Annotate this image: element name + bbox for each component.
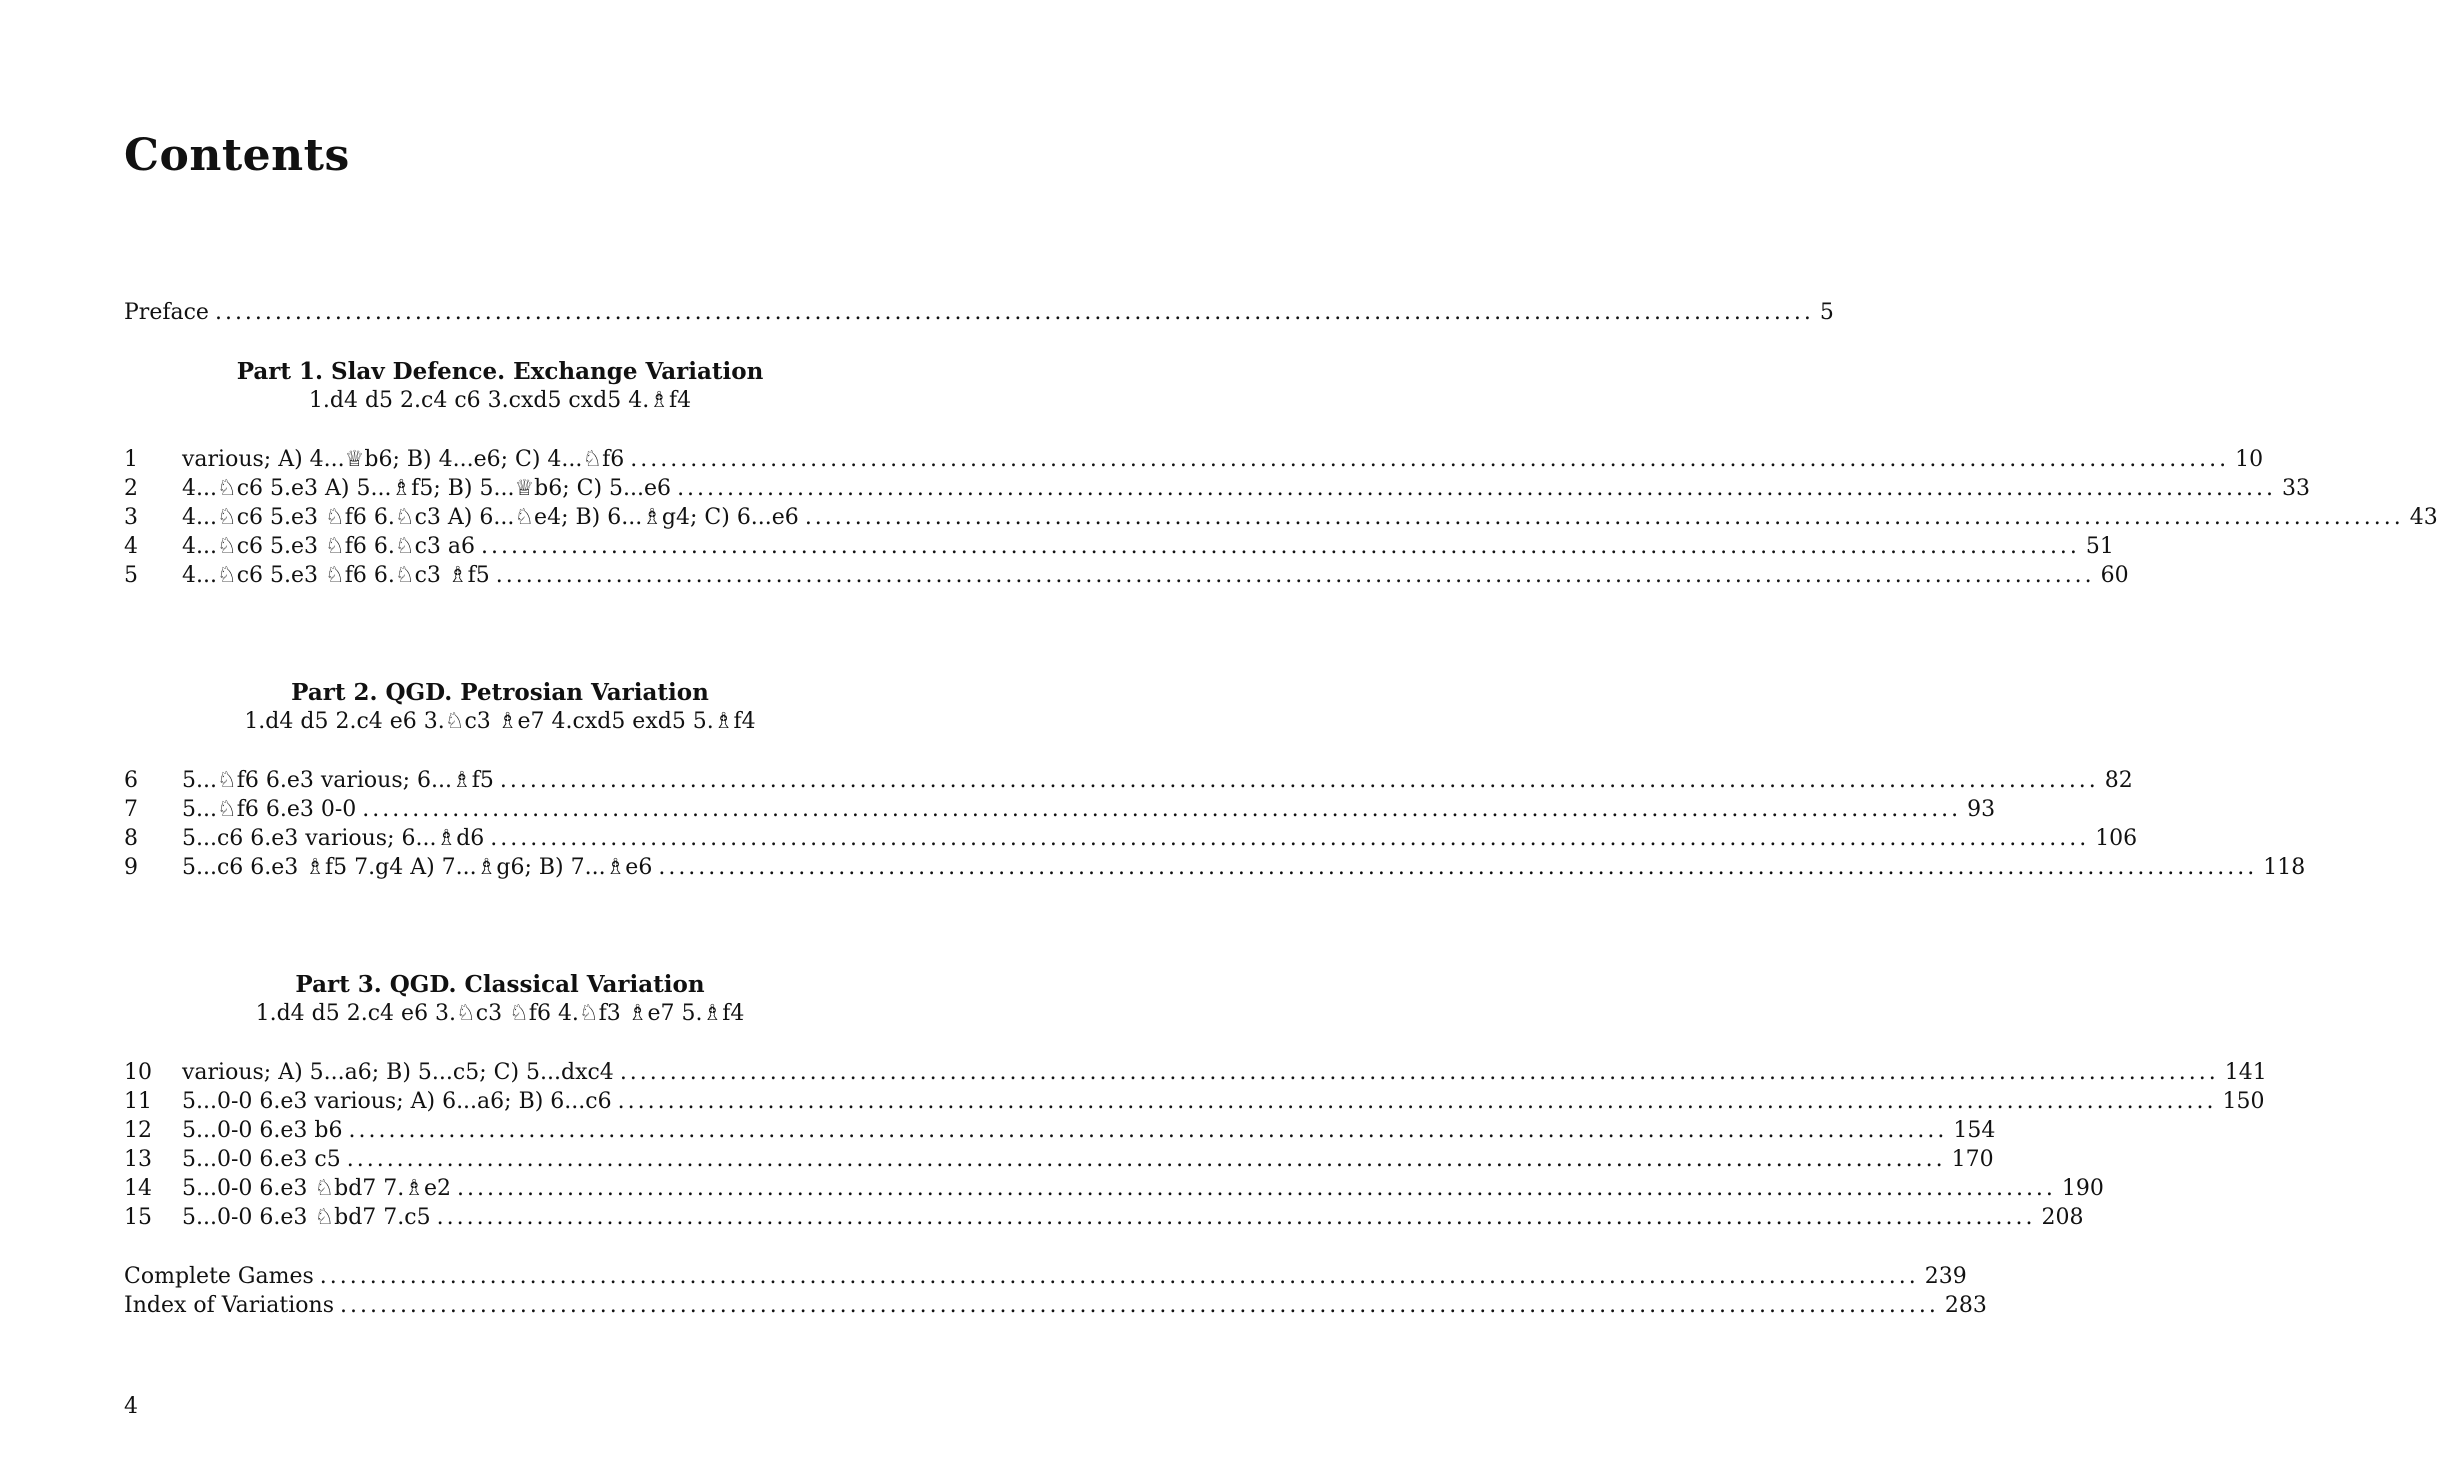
toc-entry-index-of-variations[interactable] [124,1291,1987,1320]
chapter-number: 6 [124,768,138,793]
chapter-page: 93 [1967,797,1996,822]
part-heading [124,970,876,1028]
chapter-entry[interactable] [124,1087,2265,1116]
chapter-entry[interactable] [124,561,2129,590]
page-number: 4 [124,1394,138,1419]
toc-entry-label: Complete Games [124,1264,314,1289]
chapter-title: various; A) 5...a6; B) 5...c5; C) 5...dxc4 [182,1060,614,1085]
part-title: Part 2. QGD. Petrosian Variation [291,679,709,706]
chapter-page: 118 [2263,855,2306,880]
dot-leader: ................................................................................................................................................................ [499,768,2099,793]
dot-leader: ................................................................................................................................................................ [490,826,2090,851]
chapter-number: 14 [124,1176,152,1201]
part-heading [124,678,876,736]
chapter-number: 1 [124,447,138,472]
dot-leader: ................................................................................................................................................................ [214,300,1814,325]
chapter-entry[interactable] [124,503,2438,532]
chapter-title: 5...c6 6.e3 various; 6...♗d6 [182,826,485,851]
chapter-number: 4 [124,534,138,559]
toc-entry-page: 283 [1944,1293,1987,1318]
toc-entry-label: Preface [124,300,209,325]
chapter-title: 4...♘c6 5.e3 ♘f6 6.♘c3 a6 [182,534,476,559]
chapter-page: 150 [2222,1089,2265,1114]
chapter-page: 33 [2281,476,2310,501]
chapter-title: 5...0-0 6.e3 ♘bd7 7.♗e2 [182,1176,452,1201]
part-moves: 1.d4 d5 2.c4 e6 3.♘c3 ♗e7 4.cxd5 exd5 5.♗f4 [244,709,756,734]
dot-leader: ................................................................................................................................................................ [619,1060,2219,1085]
chapter-page: 43 [2409,505,2438,530]
chapter-page: 51 [2085,534,2114,559]
dot-leader: ................................................................................................................................................................ [457,1176,2056,1201]
dot-leader: ................................................................................................................................................................ [658,855,2258,880]
chapter-title: 5...♘f6 6.e3 various; 6...♗f5 [182,768,494,793]
chapter-number: 3 [124,505,138,530]
chapter-entry[interactable] [124,1203,2084,1232]
chapter-page: 10 [2235,447,2264,472]
toc-entry-complete-games[interactable] [124,1262,1967,1291]
chapter-page: 82 [2104,768,2133,793]
chapter-number: 11 [124,1089,152,1114]
chapter-entry[interactable] [124,474,2310,503]
dot-leader: ................................................................................................................................................................ [339,1293,1939,1318]
part-title: Part 3. QGD. Classical Variation [295,971,705,998]
part-moves: 1.d4 d5 2.c4 c6 3.cxd5 cxd5 4.♗f4 [308,388,692,413]
dot-leader: ................................................................................................................................................................ [617,1089,2217,1114]
chapter-number: 8 [124,826,138,851]
chapter-page: 208 [2041,1205,2084,1230]
chapter-entry[interactable] [124,853,2306,882]
chapter-number: 12 [124,1118,152,1143]
chapter-number: 15 [124,1205,152,1230]
part-heading [124,357,876,415]
chapter-entry[interactable] [124,1058,2267,1087]
chapter-entry[interactable] [124,1174,2104,1203]
chapter-number: 9 [124,855,138,880]
chapter-number: 10 [124,1060,152,1085]
toc-entry-preface[interactable] [124,298,1834,327]
chapter-title: 4...♘c6 5.e3 ♘f6 6.♘c3 A) 6...♘e4; B) 6...♗g4; C) 6...e6 [182,505,799,530]
dot-leader: ................................................................................................................................................................ [495,563,2095,588]
chapter-page: 154 [1953,1118,1996,1143]
chapter-title: 5...0-0 6.e3 c5 [182,1147,341,1172]
chapter-entry[interactable] [124,795,1996,824]
chapter-entry[interactable] [124,1145,1994,1174]
chapter-page: 106 [2095,826,2138,851]
page-title: Contents [124,130,350,181]
chapter-number: 2 [124,476,138,501]
chapter-title: 5...0-0 6.e3 ♘bd7 7.c5 [182,1205,431,1230]
dot-leader: ................................................................................................................................................................ [677,476,2276,501]
dot-leader: ................................................................................................................................................................ [436,1205,2036,1230]
chapter-page: 141 [2224,1060,2267,1085]
chapter-page: 190 [2061,1176,2104,1201]
toc-entry-label: Index of Variations [124,1293,334,1318]
chapter-title: 5...0-0 6.e3 various; A) 6...a6; B) 6...c6 [182,1089,612,1114]
chapter-entry[interactable] [124,445,2264,474]
toc-entry-page: 239 [1924,1264,1967,1289]
chapter-title: various; A) 4...♕b6; B) 4...e6; C) 4...♘f6 [182,447,625,472]
chapter-entry[interactable] [124,766,2133,795]
toc-entry-page: 5 [1819,300,1834,325]
dot-leader: ................................................................................................................................................................ [481,534,2080,559]
chapter-page: 170 [1951,1147,1994,1172]
chapter-number: 7 [124,797,138,822]
chapter-title: 4...♘c6 5.e3 ♘f6 6.♘c3 ♗f5 [182,563,490,588]
chapter-title: 5...0-0 6.e3 b6 [182,1118,343,1143]
dot-leader: ................................................................................................................................................................ [630,447,2230,472]
dot-leader: ................................................................................................................................................................ [348,1118,1948,1143]
chapter-entry[interactable] [124,1116,1996,1145]
chapter-page: 60 [2100,563,2129,588]
chapter-number: 13 [124,1147,152,1172]
part-moves: 1.d4 d5 2.c4 e6 3.♘c3 ♘f6 4.♘f3 ♗e7 5.♗f4 [255,1001,745,1026]
chapter-title: 5...♘f6 6.e3 0-0 [182,797,357,822]
chapter-title: 4...♘c6 5.e3 A) 5...♗f5; B) 5...♕b6; C) 5...e6 [182,476,672,501]
part-title: Part 1. Slav Defence. Exchange Variation [236,358,764,385]
dot-leader: ................................................................................................................................................................ [362,797,1962,822]
dot-leader: ................................................................................................................................................................ [319,1264,1919,1289]
dot-leader: ................................................................................................................................................................ [346,1147,1946,1172]
dot-leader: ................................................................................................................................................................ [804,505,2404,530]
chapter-entry[interactable] [124,824,2138,853]
chapter-title: 5...c6 6.e3 ♗f5 7.g4 A) 7...♗g6; B) 7...♗e6 [182,855,653,880]
chapter-entry[interactable] [124,532,2114,561]
chapter-number: 5 [124,563,138,588]
